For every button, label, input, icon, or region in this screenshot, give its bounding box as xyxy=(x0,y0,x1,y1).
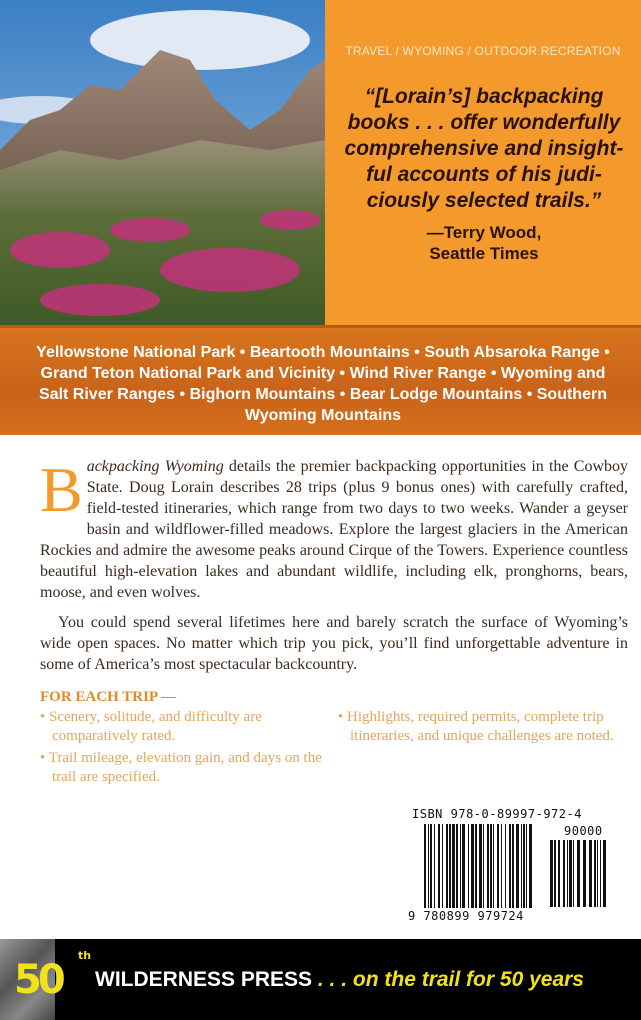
for-each-trip-heading: FOR EACH TRIP — xyxy=(40,689,176,705)
barcode-bar xyxy=(471,824,474,908)
barcode-bar xyxy=(529,824,532,908)
barcode-bar xyxy=(449,824,451,908)
barcode-bar xyxy=(516,824,519,908)
barcode-bar xyxy=(563,840,565,907)
barcode-bar xyxy=(567,840,568,907)
category-label: TRAVEL / WYOMING / OUTDOOR RECREATION xyxy=(345,44,621,58)
barcode-bar xyxy=(526,824,527,908)
barcode-bar xyxy=(438,824,440,908)
barcode-bar xyxy=(483,824,484,908)
feature-column-right xyxy=(338,708,628,790)
barcode-bar xyxy=(523,824,525,908)
paragraph-1-text: details the premier backpacking opportunities in the Cowboy State. Doug Lorain describes 28 trips (plus 9 bonus ones) with carefully crafted, field-tested itineraries, which range from two days to two weeks. Wander a geyser basin and wildflower-filled meadows. Explore the largest glaciers in the American Rockies and admire the awesome peaks around Cirque of the Towers. Experience countless beautiful high-elevation lakes and abundant wildlife, including elk, pronghorns, bears, moose, and even wolves. xyxy=(40,458,628,601)
barcode-bar xyxy=(490,824,492,908)
content-flow xyxy=(40,456,628,790)
publisher-footer xyxy=(0,939,641,1020)
feature-item: • Trail mileage, elevation gain, and days on the trail are specified. xyxy=(40,750,322,785)
drop-cap: B xyxy=(40,454,83,525)
feature-column-left xyxy=(40,708,330,790)
barcode-bar xyxy=(434,824,435,908)
barcode-bar xyxy=(505,824,506,908)
feature-item: • Scenery, solitude, and difficulty are comparatively rated. xyxy=(40,709,262,744)
barcode-bar xyxy=(446,824,448,908)
review-quote: “[Lorain’s] backpacking books . . . offer wonderfully comprehensive and insight-ful accounts of his judi-ciously selected trails.” xyxy=(344,85,624,212)
publisher-line xyxy=(95,968,584,992)
barcode-bar xyxy=(583,840,586,907)
anniversary-logo: 50 xyxy=(14,957,62,1003)
barcode-digits: 9 780899 979724 xyxy=(408,909,524,923)
barcode-bar xyxy=(509,824,511,908)
isbn-text: ISBN 978-0-89997-972-4 xyxy=(412,807,582,821)
attribution-name: —Terry Wood, xyxy=(426,223,542,242)
barcode-bar xyxy=(554,840,556,907)
barcode-bar xyxy=(594,840,596,907)
barcode-bar xyxy=(501,824,502,908)
barcode-bar xyxy=(603,840,606,907)
barcode-bar xyxy=(569,840,572,907)
barcode-bar xyxy=(460,824,461,908)
barcode-bar xyxy=(573,840,574,907)
barcode-bar xyxy=(479,824,482,908)
barcode-bar xyxy=(493,824,494,908)
barcode-bar xyxy=(428,824,429,908)
barcode-bar xyxy=(468,824,469,908)
regions-band xyxy=(0,325,641,435)
quote-block xyxy=(339,84,629,264)
barcode-bar xyxy=(600,840,601,907)
barcode-bar xyxy=(577,840,580,907)
publisher-name: WILDERNESS PRESS xyxy=(95,968,313,991)
barcode-bar xyxy=(589,840,592,907)
barcode-bar xyxy=(558,840,560,907)
quote-panel xyxy=(325,0,641,325)
attribution-source: Seattle Times xyxy=(429,244,539,263)
barcode-bar xyxy=(550,840,553,907)
barcode-bar xyxy=(424,824,426,908)
feature-item: • Highlights, required permits, complete trip itineraries, and unique challenges are noted. xyxy=(338,709,614,744)
paragraph-2: You could spend several lifetimes here and barely scratch the surface of Wyoming’s wide open spaces. No matter which trip you pick, you’ll find unforgettable adventure in some of America’s most spectacular backcountry. xyxy=(40,614,628,673)
description xyxy=(40,456,628,675)
barcode-bar xyxy=(597,840,598,907)
barcode-bars xyxy=(412,807,612,917)
cover-photo xyxy=(0,0,325,325)
barcode-bar xyxy=(487,824,489,908)
barcode xyxy=(408,807,612,927)
quote-attribution xyxy=(427,222,542,264)
book-title: ackpacking Wyoming xyxy=(86,458,224,475)
barcode-bar xyxy=(462,824,465,908)
price-code: 90000 xyxy=(564,824,603,838)
paragraph-1 xyxy=(40,456,628,603)
barcode-bar xyxy=(442,824,443,908)
tagline: . . . on the trail for 50 years xyxy=(312,968,584,991)
barcode-bar xyxy=(452,824,455,908)
anniversary-suffix: th xyxy=(78,949,92,962)
barcode-bar xyxy=(430,824,432,908)
barcode-bar xyxy=(475,824,477,908)
barcode-bar xyxy=(497,824,499,908)
barcode-bar xyxy=(521,824,522,908)
regions-list: Yellowstone National Park • Beartooth Mountains • South Absaroka Range • Grand Teton National Park and Vicinity • Wind River Range • Wyoming and Salt River Ranges • Bighorn Mountains • Bear Lodge Mountains • Southern Wyoming Mountains xyxy=(36,344,610,424)
for-each-trip xyxy=(40,689,628,790)
barcode-bar xyxy=(512,824,514,908)
barcode-bar xyxy=(456,824,458,908)
